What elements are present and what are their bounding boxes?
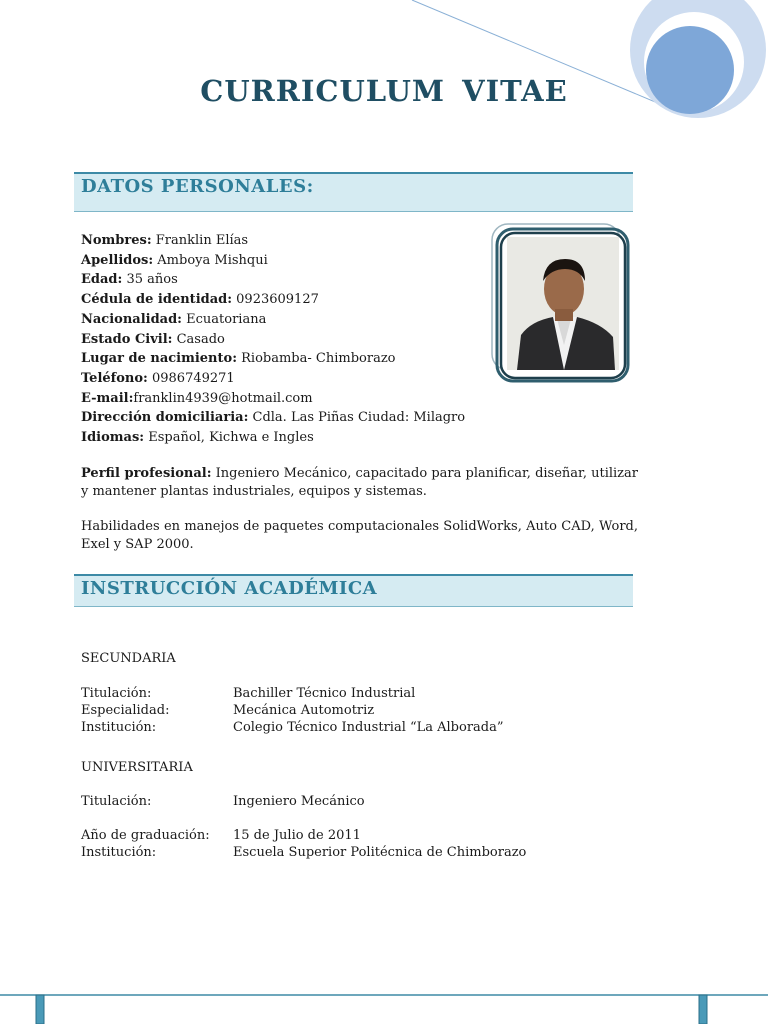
field-estado-civil: Estado Civil: Casado: [81, 331, 225, 347]
field-nacionalidad: Nacionalidad: Ecuatoriana: [81, 311, 267, 327]
field-cedula: Cédula de identidad: 0923609127: [81, 292, 319, 308]
field-telefono: Teléfono: 0986749271: [81, 370, 235, 386]
personal-data-list: [81, 231, 501, 448]
footer-decoration: [0, 990, 768, 1024]
skills-paragraph: Habilidades en manejos de paquetes computacionales SolidWorks, Auto CAD, Word, Exel y SAP 2000.: [81, 519, 638, 552]
section-education-title: INSTRUCCIÓN ACADÉMICA: [81, 578, 378, 599]
field-direccion: Dirección domiciliaria: Cdla. Las Piñas Ciudad: Milagro: [81, 410, 466, 426]
section-personal-header: [74, 172, 633, 212]
secondary-heading: SECUNDARIA: [81, 651, 176, 666]
header-decoration: [0, 0, 768, 140]
profile-paragraph: Perfil profesional: Ingeniero Mecánico, capacitado para planificar, diseñar, utilizar y mantener plantas industriales, equipos y sistemas.: [81, 466, 638, 499]
field-nombres: Nombres: Franklin Elías: [81, 233, 249, 248]
page-title: CURRICULUM VITAE: [200, 74, 568, 108]
field-idiomas: Idiomas: Español, Kichwa e Ingles: [81, 430, 314, 446]
field-apellidos: Apellidos: Amboya Mishqui: [81, 252, 268, 268]
field-email: E-mail:franklin4939@hotmail.com: [81, 390, 313, 406]
field-edad: Edad: 35 años: [81, 272, 178, 288]
university-heading: UNIVERSITARIA: [81, 760, 193, 775]
field-lugar-nacimiento: Lugar de nacimiento: Riobamba- Chimborazo: [81, 351, 396, 367]
section-education-header: [74, 574, 633, 607]
section-personal-title: DATOS PERSONALES:: [81, 176, 314, 197]
profile-photo: [491, 223, 631, 384]
